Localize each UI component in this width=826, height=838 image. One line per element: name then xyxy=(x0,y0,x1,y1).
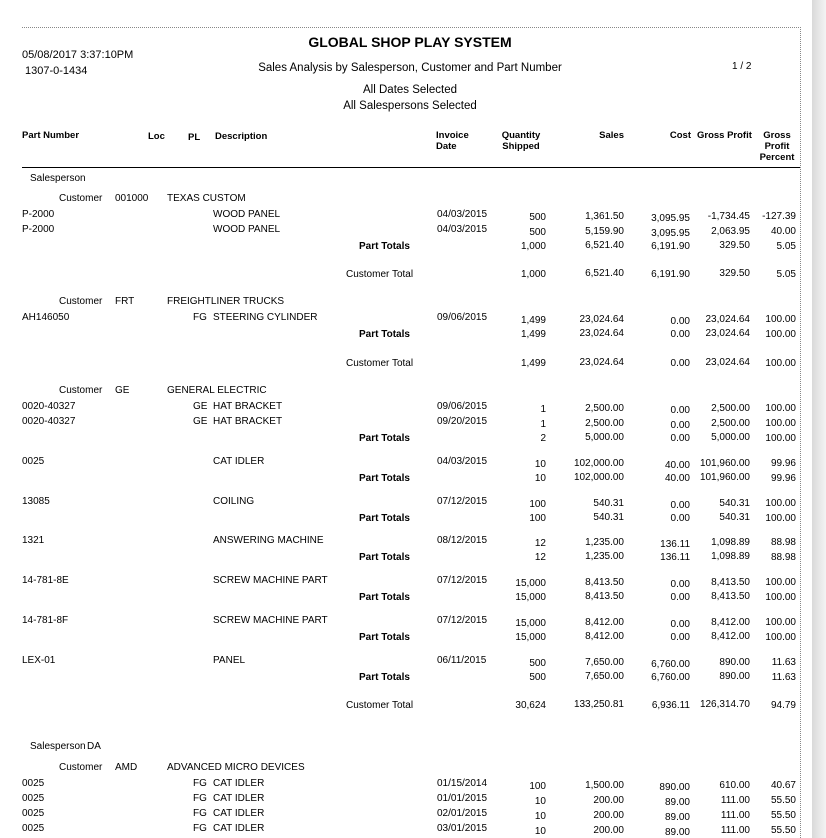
gross-profit-amount: 8,413.50 xyxy=(711,577,750,588)
part-description: COILING xyxy=(213,496,255,507)
part-description: HAT BRACKET xyxy=(213,416,283,427)
invoice-date: 04/03/2015 xyxy=(437,456,488,467)
invoice-date: 02/01/2015 xyxy=(437,808,488,819)
gross-profit-amount: 111.00 xyxy=(720,795,750,806)
sales-amount: 200.00 xyxy=(593,795,624,806)
invoice-date: 07/12/2015 xyxy=(437,575,488,586)
part-totals-label: Part Totals xyxy=(359,329,410,340)
sales-amount: 8,412.00 xyxy=(585,617,624,628)
customer-total-gpp: 5.05 xyxy=(776,269,796,280)
customer-total-gpp: 94.79 xyxy=(770,700,796,711)
part-totals-label: Part Totals xyxy=(359,552,410,563)
customer-total-gpp: 100.00 xyxy=(765,358,796,369)
gross-profit-percent: 88.98 xyxy=(770,537,796,548)
part-number: LEX-01 xyxy=(22,655,56,666)
gross-profit-amount: 890.00 xyxy=(719,657,750,668)
part-total-gross-profit: 23,024.64 xyxy=(705,328,750,339)
col-invoice-date-line1: Invoice xyxy=(436,130,469,141)
cost-amount: 0.00 xyxy=(670,579,690,590)
customer-name: GENERAL ELECTRIC xyxy=(167,385,267,396)
qty-shipped: 10 xyxy=(534,796,546,807)
part-number: 14-781-8E xyxy=(22,575,69,586)
part-total-gross-profit: 329.50 xyxy=(719,240,750,251)
gross-profit-percent: 100.00 xyxy=(765,498,796,509)
part-total-qty: 15,000 xyxy=(515,592,546,603)
part-totals-label: Part Totals xyxy=(359,592,410,603)
gross-profit-amount: -1,734.45 xyxy=(707,211,750,222)
invoice-date: 01/15/2014 xyxy=(437,778,488,789)
part-description: HAT BRACKET xyxy=(213,401,283,412)
part-total-cost: 6,760.00 xyxy=(651,672,690,683)
part-total-cost: 0.00 xyxy=(670,632,690,643)
gross-profit-percent: 40.67 xyxy=(770,780,796,791)
product-line: FG xyxy=(193,793,207,804)
gross-profit-percent: 100.00 xyxy=(765,577,796,588)
part-description: CAT IDLER xyxy=(213,793,265,804)
part-total-gpp: 11.63 xyxy=(771,672,796,683)
part-description: WOOD PANEL xyxy=(213,209,281,220)
part-total-qty: 10 xyxy=(534,473,546,484)
customer-label: Customer xyxy=(59,193,103,204)
cost-amount: 136.11 xyxy=(660,539,690,550)
report-datetime: 05/08/2017 3:37:10PM xyxy=(22,49,134,61)
part-total-gpp: 88.98 xyxy=(770,552,796,563)
part-description: CAT IDLER xyxy=(213,823,265,834)
sales-amount: 1,235.00 xyxy=(585,537,624,548)
col-gpp-line1: Gross xyxy=(763,130,791,141)
customer-total-sales: 23,024.64 xyxy=(579,357,624,368)
customer-total-cost: 6,936.11 xyxy=(651,700,690,711)
qty-shipped: 15,000 xyxy=(515,578,546,589)
col-sales: Sales xyxy=(599,130,624,141)
customer-name: FREIGHTLINER TRUCKS xyxy=(167,296,285,307)
customer-label: Customer xyxy=(59,296,103,307)
part-number: 0025 xyxy=(22,778,45,789)
qty-shipped: 1 xyxy=(540,419,546,430)
gross-profit-percent: 99.96 xyxy=(770,458,796,469)
gross-profit-percent: 55.50 xyxy=(770,810,796,821)
part-total-cost: 0.00 xyxy=(670,513,690,524)
col-cost: Cost xyxy=(669,130,691,141)
part-total-cost: 40.00 xyxy=(664,473,690,484)
part-number: 1321 xyxy=(22,535,45,546)
part-total-qty: 100 xyxy=(529,513,546,524)
part-number: 0025 xyxy=(22,823,45,834)
part-total-sales: 8,413.50 xyxy=(585,591,624,602)
gross-profit-amount: 2,500.00 xyxy=(711,418,750,429)
cost-amount: 0.00 xyxy=(670,420,690,431)
sales-amount: 7,650.00 xyxy=(585,657,624,668)
gross-profit-amount: 1,098.89 xyxy=(711,537,750,548)
gross-profit-amount: 23,024.64 xyxy=(705,314,750,325)
customer-total-sales: 133,250.81 xyxy=(573,699,624,710)
sales-amount: 540.31 xyxy=(593,498,624,509)
col-qty-line2: Shipped xyxy=(502,141,540,152)
qty-shipped: 10 xyxy=(534,459,546,470)
customer-total-label: Customer Total xyxy=(346,700,414,711)
salesperson-code: DA xyxy=(87,741,101,752)
part-total-sales: 23,024.64 xyxy=(579,328,624,339)
product-line: FG xyxy=(193,823,207,834)
part-total-cost: 0.00 xyxy=(670,433,690,444)
customer-total-gross-profit: 126,314.70 xyxy=(699,699,750,710)
filter-dates: All Dates Selected xyxy=(363,84,457,96)
part-total-gross-profit: 8,413.50 xyxy=(711,591,750,602)
customer-total-label: Customer Total xyxy=(346,358,414,369)
customer-total-cost: 6,191.90 xyxy=(651,269,690,280)
gross-profit-amount: 111.00 xyxy=(720,810,750,821)
customer-total-qty: 30,624 xyxy=(515,700,546,711)
sales-amount: 200.00 xyxy=(593,810,624,821)
invoice-date: 09/06/2015 xyxy=(437,312,488,323)
customer-total-gross-profit: 329.50 xyxy=(719,268,750,279)
header-rule xyxy=(22,167,800,168)
customer-name: ADVANCED MICRO DEVICES xyxy=(167,762,305,773)
gross-profit-amount: 101,960.00 xyxy=(699,458,750,469)
invoice-date: 01/01/2015 xyxy=(437,793,488,804)
cost-amount: 89.00 xyxy=(664,797,690,808)
part-totals-label: Part Totals xyxy=(359,473,410,484)
gross-profit-percent: 100.00 xyxy=(765,314,796,325)
part-totals-label: Part Totals xyxy=(359,513,410,524)
cost-amount: 0.00 xyxy=(670,316,690,327)
part-description: PANEL xyxy=(213,655,246,666)
sales-amount: 2,500.00 xyxy=(585,418,624,429)
part-total-gross-profit: 101,960.00 xyxy=(699,472,750,483)
cost-amount: 89.00 xyxy=(664,812,690,823)
col-pl: PL xyxy=(188,132,201,143)
customer-code: FRT xyxy=(115,296,135,307)
cost-amount: 0.00 xyxy=(670,619,690,630)
part-total-qty: 12 xyxy=(534,552,546,563)
cost-amount: 40.00 xyxy=(664,460,690,471)
part-number: P-2000 xyxy=(22,209,55,220)
part-total-cost: 136.11 xyxy=(660,552,690,563)
qty-shipped: 10 xyxy=(534,826,546,837)
col-description: Description xyxy=(215,131,268,142)
part-total-sales: 102,000.00 xyxy=(573,472,624,483)
qty-shipped: 15,000 xyxy=(515,618,546,629)
gross-profit-percent: 40.00 xyxy=(770,226,796,237)
part-total-qty: 500 xyxy=(529,672,546,683)
gross-profit-percent: 100.00 xyxy=(765,418,796,429)
sales-amount: 1,361.50 xyxy=(585,211,624,222)
part-total-sales: 7,650.00 xyxy=(585,671,624,682)
col-invoice-date-line2: Date xyxy=(436,141,457,152)
qty-shipped: 12 xyxy=(534,538,546,549)
col-loc: Loc xyxy=(148,131,165,142)
qty-shipped: 500 xyxy=(529,227,546,238)
invoice-date: 04/03/2015 xyxy=(437,209,488,220)
customer-total-qty: 1,000 xyxy=(520,269,546,280)
cost-amount: 0.00 xyxy=(670,500,690,511)
qty-shipped: 1,499 xyxy=(520,315,546,326)
gross-profit-amount: 111.00 xyxy=(720,825,750,836)
part-total-gross-profit: 5,000.00 xyxy=(711,432,750,443)
part-description: CAT IDLER xyxy=(213,778,265,789)
gross-profit-amount: 2,063.95 xyxy=(711,226,750,237)
invoice-date: 09/20/2015 xyxy=(437,416,488,427)
gross-profit-percent: 55.50 xyxy=(770,825,796,836)
col-gpp-line3: Percent xyxy=(759,152,795,163)
cost-amount: 89.00 xyxy=(664,827,690,838)
part-total-gpp: 5.05 xyxy=(776,241,796,252)
cost-amount: 0.00 xyxy=(670,405,690,416)
invoice-date: 08/12/2015 xyxy=(437,535,488,546)
report-title: Sales Analysis by Salesperson, Customer and Part Number xyxy=(258,62,562,74)
part-total-qty: 15,000 xyxy=(515,632,546,643)
customer-code: AMD xyxy=(115,762,138,773)
part-number: 0025 xyxy=(22,793,45,804)
product-line: GE xyxy=(193,401,208,412)
part-totals-label: Part Totals xyxy=(359,433,410,444)
part-number: P-2000 xyxy=(22,224,55,235)
part-description: SCREW MACHINE PART xyxy=(213,615,328,626)
part-number: 0025 xyxy=(22,808,45,819)
part-number: 0020-40327 xyxy=(22,416,76,427)
sales-amount: 1,500.00 xyxy=(585,780,624,791)
salesperson-label: Salesperson xyxy=(30,741,86,752)
customer-label: Customer xyxy=(59,385,103,396)
part-total-gpp: 100.00 xyxy=(765,632,796,643)
part-number: 0020-40327 xyxy=(22,401,76,412)
part-total-cost: 0.00 xyxy=(670,329,690,340)
qty-shipped: 100 xyxy=(529,781,546,792)
gross-profit-percent: 100.00 xyxy=(765,403,796,414)
col-gross-profit: Gross Profit xyxy=(697,130,752,141)
qty-shipped: 1 xyxy=(540,404,546,415)
part-description: SCREW MACHINE PART xyxy=(213,575,328,586)
gross-profit-percent: 11.63 xyxy=(771,657,796,668)
customer-total-cost: 0.00 xyxy=(670,358,690,369)
sales-amount: 102,000.00 xyxy=(573,458,624,469)
part-description: STEERING CYLINDER xyxy=(213,312,318,323)
part-description: ANSWERING MACHINE xyxy=(213,535,324,546)
invoice-date: 07/12/2015 xyxy=(437,615,488,626)
customer-total-label: Customer Total xyxy=(346,269,414,280)
qty-shipped: 500 xyxy=(529,212,546,223)
product-line: GE xyxy=(193,416,208,427)
gross-profit-percent: 100.00 xyxy=(765,617,796,628)
sales-amount: 8,413.50 xyxy=(585,577,624,588)
company-title: GLOBAL SHOP PLAY SYSTEM xyxy=(308,34,512,50)
part-total-qty: 1,000 xyxy=(520,241,546,252)
sales-amount: 23,024.64 xyxy=(579,314,624,325)
cost-amount: 3,095.95 xyxy=(651,213,690,224)
invoice-date: 07/12/2015 xyxy=(437,496,488,507)
part-total-gpp: 100.00 xyxy=(765,433,796,444)
customer-code: 001000 xyxy=(115,193,149,204)
part-total-sales: 540.31 xyxy=(593,512,624,523)
part-total-qty: 2 xyxy=(540,433,546,444)
part-number: 0025 xyxy=(22,456,45,467)
customer-total-qty: 1,499 xyxy=(520,358,546,369)
salesperson-label: Salesperson xyxy=(30,173,86,184)
cost-amount: 6,760.00 xyxy=(651,659,690,670)
part-description: WOOD PANEL xyxy=(213,224,281,235)
gross-profit-percent: -127.39 xyxy=(762,211,796,222)
part-totals-label: Part Totals xyxy=(359,632,410,643)
part-total-sales: 5,000.00 xyxy=(585,432,624,443)
part-total-gpp: 100.00 xyxy=(765,592,796,603)
part-number: AH146050 xyxy=(22,312,70,323)
product-line: FG xyxy=(193,778,207,789)
part-total-qty: 1,499 xyxy=(520,329,546,340)
qty-shipped: 10 xyxy=(534,811,546,822)
invoice-date: 09/06/2015 xyxy=(437,401,488,412)
gross-profit-amount: 2,500.00 xyxy=(711,403,750,414)
sales-amount: 200.00 xyxy=(593,825,624,836)
report-code: 1307-0-1434 xyxy=(25,65,88,77)
part-total-gpp: 99.96 xyxy=(770,473,796,484)
sales-amount: 5,159.90 xyxy=(585,226,624,237)
part-number: 13085 xyxy=(22,496,50,507)
part-total-gpp: 100.00 xyxy=(765,329,796,340)
gross-profit-amount: 540.31 xyxy=(719,498,750,509)
col-qty-line1: Quantity xyxy=(501,130,541,141)
part-total-sales: 8,412.00 xyxy=(585,631,624,642)
customer-code: GE xyxy=(115,385,130,396)
part-total-gross-profit: 890.00 xyxy=(719,671,750,682)
product-line: FG xyxy=(193,808,207,819)
gross-profit-amount: 610.00 xyxy=(719,780,750,791)
qty-shipped: 100 xyxy=(529,499,546,510)
invoice-date: 03/01/2015 xyxy=(437,823,488,834)
customer-label: Customer xyxy=(59,762,103,773)
part-total-cost: 0.00 xyxy=(670,592,690,603)
part-totals-label: Part Totals xyxy=(359,672,410,683)
cost-amount: 890.00 xyxy=(659,782,690,793)
part-total-gross-profit: 540.31 xyxy=(719,512,750,523)
page-number: 1 / 2 xyxy=(732,61,752,72)
product-line: FG xyxy=(193,312,207,323)
invoice-date: 06/11/2015 xyxy=(437,655,487,666)
gross-profit-percent: 55.50 xyxy=(770,795,796,806)
cost-amount: 3,095.95 xyxy=(651,228,690,239)
customer-total-gross-profit: 23,024.64 xyxy=(705,357,750,368)
qty-shipped: 500 xyxy=(529,658,546,669)
part-description: CAT IDLER xyxy=(213,808,265,819)
invoice-date: 04/03/2015 xyxy=(437,224,488,235)
filter-salespersons: All Salespersons Selected xyxy=(343,100,477,112)
customer-name: TEXAS CUSTOM xyxy=(167,193,246,204)
gross-profit-amount: 8,412.00 xyxy=(711,617,750,628)
viewer-scroll-shadow xyxy=(812,0,826,838)
part-total-sales: 6,521.40 xyxy=(585,240,624,251)
part-total-sales: 1,235.00 xyxy=(585,551,624,562)
part-total-gross-profit: 1,098.89 xyxy=(711,551,750,562)
part-number: 14-781-8F xyxy=(22,615,69,626)
sales-amount: 2,500.00 xyxy=(585,403,624,414)
col-gpp-line2: Profit xyxy=(764,141,790,152)
part-total-cost: 6,191.90 xyxy=(651,241,690,252)
part-totals-label: Part Totals xyxy=(359,241,410,252)
part-total-gross-profit: 8,412.00 xyxy=(711,631,750,642)
customer-total-sales: 6,521.40 xyxy=(585,268,624,279)
part-description: CAT IDLER xyxy=(213,456,265,467)
col-part-number: Part Number xyxy=(22,130,80,141)
part-total-gpp: 100.00 xyxy=(765,513,796,524)
